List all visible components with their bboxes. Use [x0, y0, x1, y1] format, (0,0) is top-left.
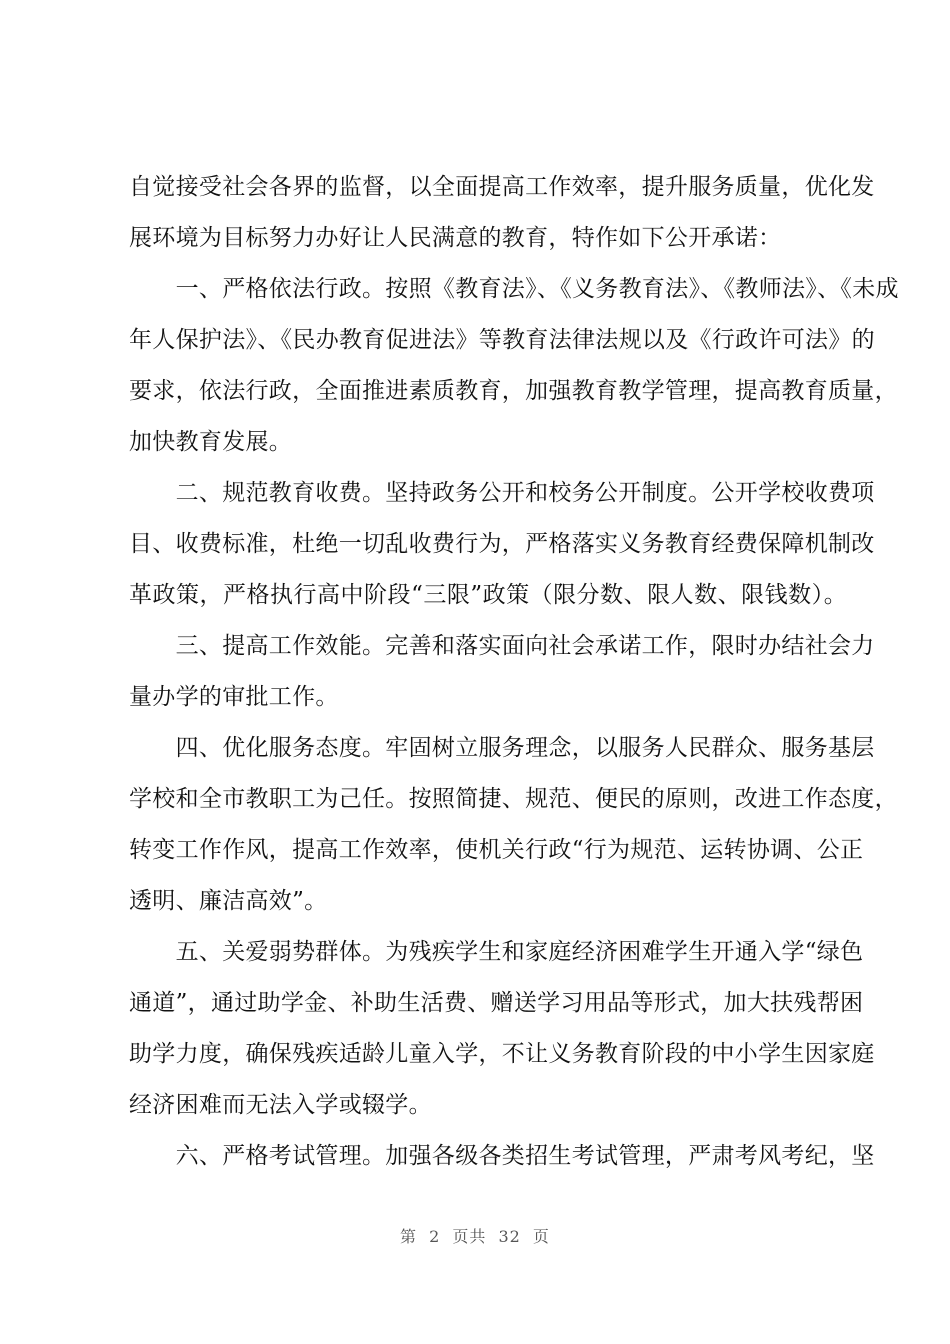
text-line: 一、严格依法行政。按照《教育法》、《义务教育法》、《教师法》、《未成 — [129, 276, 899, 302]
text-line: 学校和全市教职工为己任。按照简捷、规范、便民的原则，改进工作态度， — [129, 786, 898, 812]
text-line: 二、规范教育收费。坚持政务公开和校务公开制度。公开学校收费项 — [129, 480, 875, 506]
text-line: 年人保护法》、《民办教育促进法》等教育法律法规以及《行政许可法》的 — [129, 327, 875, 353]
text-line: 通道”，通过助学金、补助生活费、赠送学习用品等形式，加大扶残帮困 — [129, 990, 864, 1016]
text-line: 转变工作作风，提高工作效率，使机关行政“行为规范、运转协调、公正 — [129, 837, 864, 863]
text-line: 加快教育发展。 — [129, 429, 293, 455]
text-line: 助学力度，确保残疾适龄儿童入学，不让义务教育阶段的中小学生因家庭 — [129, 1041, 875, 1067]
text-line: 透明、廉洁高效”。 — [129, 888, 328, 914]
text-line: 自觉接受社会各界的监督，以全面提高工作效率，提升服务质量，优化发 — [129, 174, 875, 200]
text-line: 要求，依法行政，全面推进素质教育，加强教育教学管理，提高教育质量， — [129, 378, 898, 404]
text-line: 五、关爱弱势群体。为残疾学生和家庭经济困难学生开通入学“绿色 — [129, 939, 864, 965]
text-line: 展环境为目标努力办好让人民满意的教育，特作如下公开承诺： — [129, 225, 782, 251]
text-line: 三、提高工作效能。完善和落实面向社会承诺工作，限时办结社会力 — [129, 633, 875, 659]
document-body — [129, 162, 899, 1182]
text-line: 量办学的审批工作。 — [129, 684, 339, 710]
text-line: 六、严格考试管理。加强各级各类招生考试管理，严肃考风考纪，坚 — [129, 1143, 875, 1169]
body-text — [129, 162, 899, 1182]
text-line: 目、收费标准，杜绝一切乱收费行为，严格落实义务教育经费保障机制改 — [129, 531, 875, 557]
text-line: 革政策，严格执行高中阶段“三限”政策（限分数、限人数、限钱数）。 — [129, 582, 847, 608]
text-line: 经济困难而无法入学或辍学。 — [129, 1092, 432, 1118]
page-number-footer: 第 2 页共 32 页 — [400, 1227, 550, 1246]
text-line: 四、优化服务态度。牢固树立服务理念，以服务人民群众、服务基层 — [129, 735, 875, 761]
